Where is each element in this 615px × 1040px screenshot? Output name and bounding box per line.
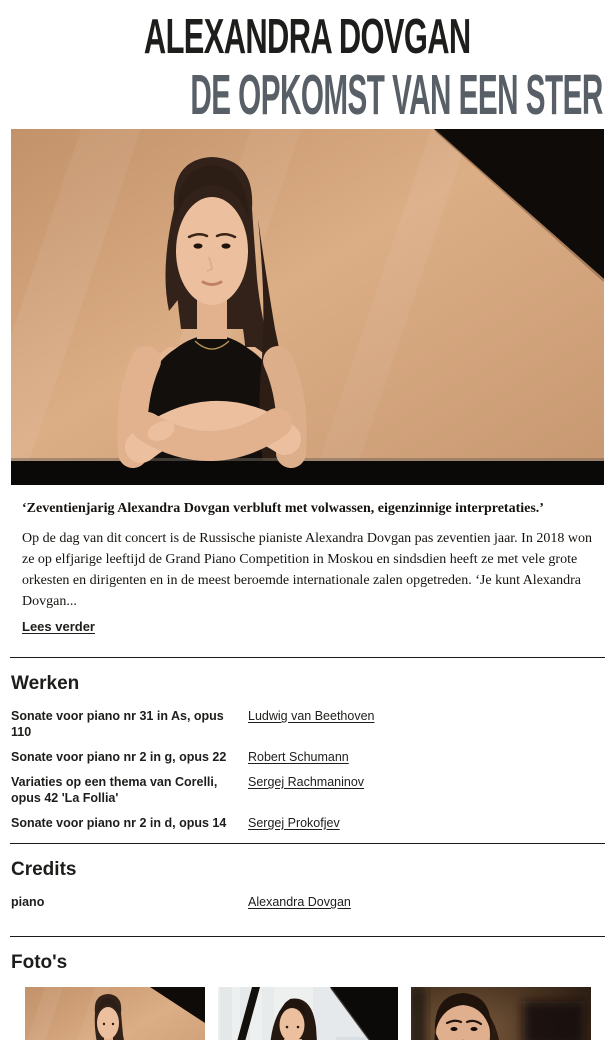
composer-link[interactable]: Sergej Prokofjev	[248, 815, 340, 830]
work-title: Sonate voor piano nr 2 in d, opus 14	[11, 815, 227, 830]
credit-row	[11, 894, 604, 910]
review-quote: ‘Zeventienjarig Alexandra Dovgan verbluft met volwassen, eigenzinnige interpretaties.’	[22, 501, 544, 516]
composer-link[interactable]: Ludwig van Beethoven	[248, 708, 375, 723]
photo-gallery	[25, 987, 604, 1040]
photos-section	[0, 952, 615, 1040]
credits-section	[0, 859, 615, 910]
work-row	[11, 708, 604, 740]
work-row	[11, 774, 604, 806]
work-title: Variaties op een thema van Corelli, opus 42 'La Follia'	[11, 774, 218, 805]
photo-thumbnail-1[interactable]	[25, 987, 205, 1040]
hero-photo	[11, 129, 604, 485]
credits-heading: Credits	[11, 858, 77, 880]
composer-link[interactable]: Sergej Rachmaninov	[248, 774, 365, 789]
divider	[10, 936, 605, 937]
intro-section	[0, 500, 615, 636]
page-subtitle: DE OPKOMST VAN EEN STER	[190, 63, 603, 127]
work-title: Sonate voor piano nr 2 in g, opus 22	[11, 749, 227, 764]
composer-link[interactable]: Robert Schumann	[248, 749, 349, 764]
works-heading: Werken	[11, 672, 80, 694]
read-more-link[interactable]: Lees verder	[22, 618, 95, 634]
artist-link[interactable]: Alexandra Dovgan	[248, 894, 351, 909]
page-header	[0, 0, 615, 127]
work-row	[11, 815, 604, 831]
photo-thumbnail-2[interactable]	[218, 987, 398, 1040]
page-title: ALEXANDRA DOVGAN	[144, 10, 471, 64]
intro-paragraph: Op de dag van dit concert is de Russische pianiste Alexandra Dovgan pas zeventien jaar. In 2018 won ze op elfjarige leeftijd de Grand Piano Competition in Moskou en sindsdien heeft ze met vele grote orkesten en dirigenten en in de meest beroemde internationale zalen opgetreden. ‘Je kunt Alexandra Dovgan...	[22, 530, 592, 609]
photo-thumbnail-3[interactable]	[411, 987, 591, 1040]
divider	[10, 843, 605, 844]
work-title: Sonate voor piano nr 31 in As, opus 110	[11, 708, 224, 739]
works-section	[0, 673, 615, 831]
photos-heading: Foto's	[11, 951, 68, 973]
divider	[10, 657, 605, 658]
credit-role: piano	[11, 894, 45, 909]
work-row	[11, 749, 604, 765]
